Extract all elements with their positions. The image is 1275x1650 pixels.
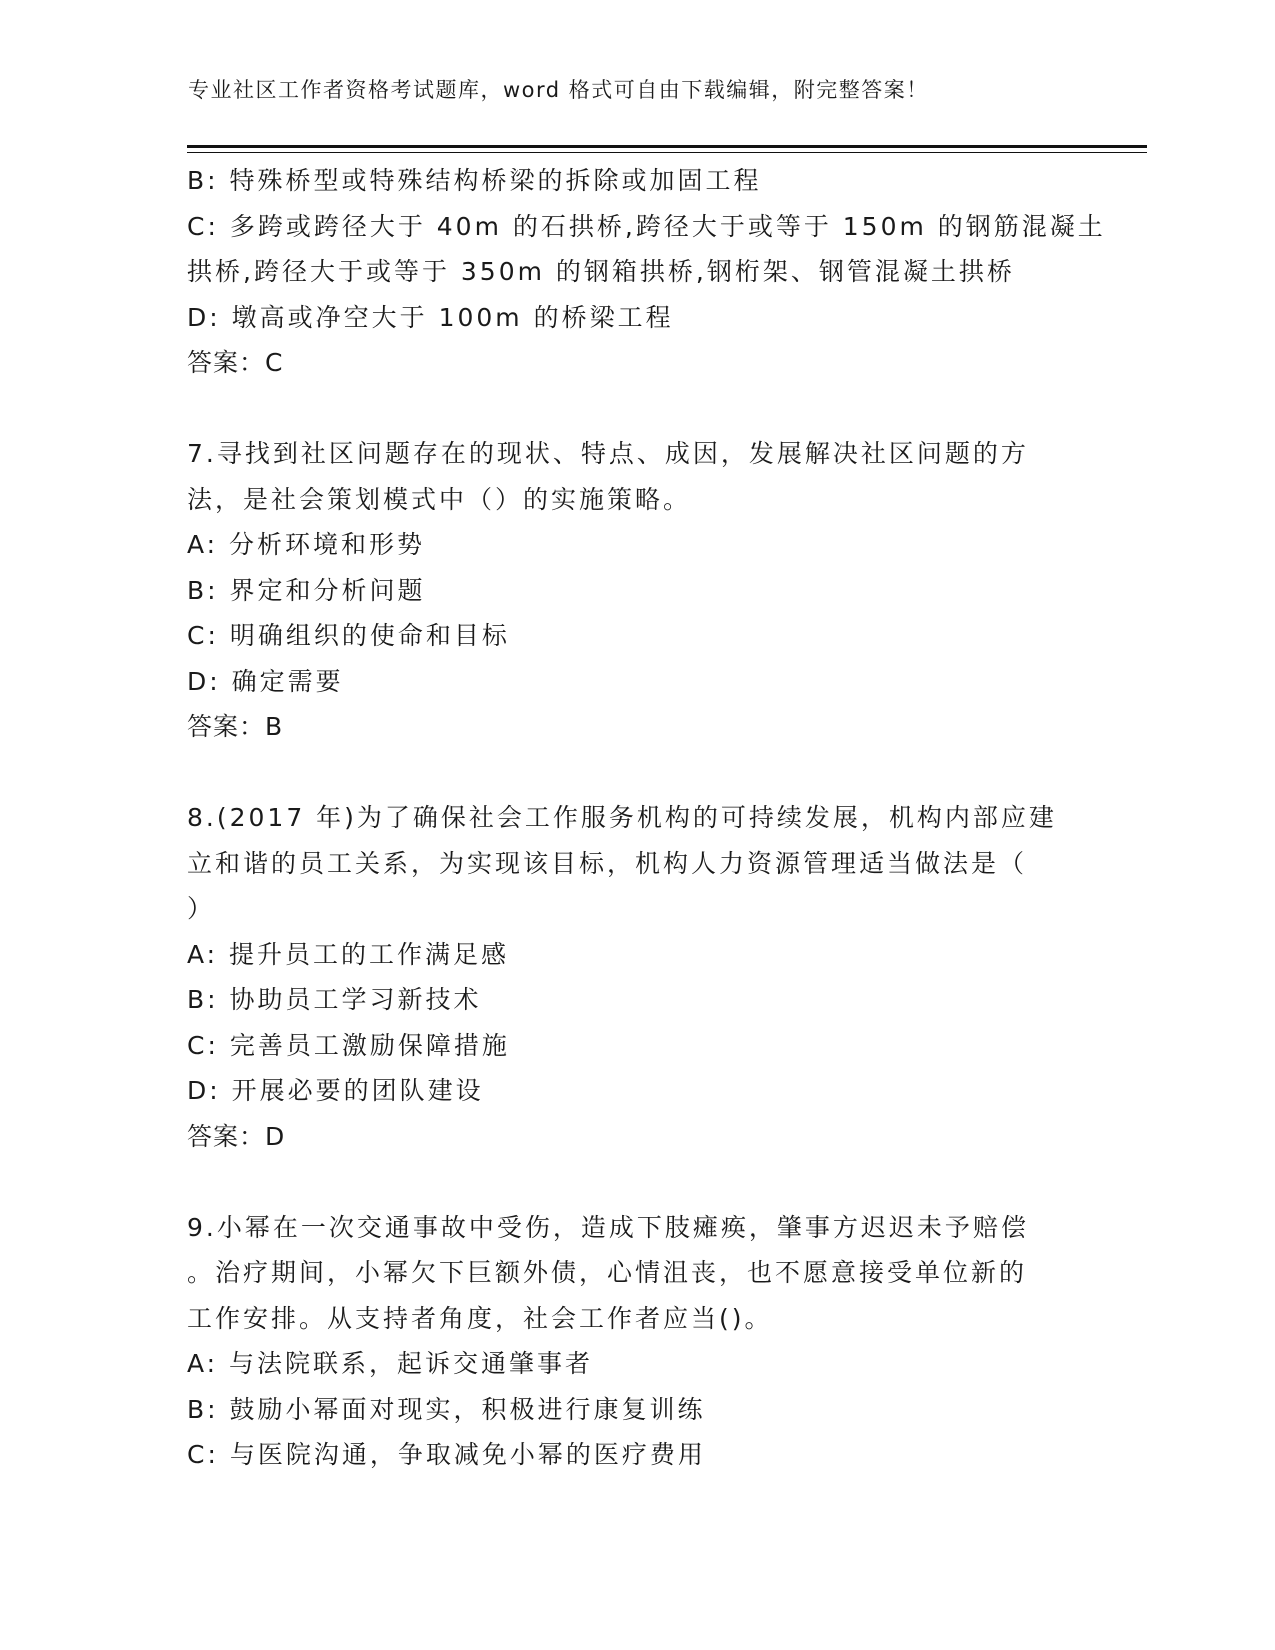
q8-option-a: A: 提升员工的工作满足感 [187, 939, 510, 969]
q7-answer: 答案：B [187, 712, 284, 741]
q7-option-b: B: 界定和分析问题 [187, 575, 426, 605]
q9-option-c: C: 与医院沟通，争取减免小幂的医疗费用 [187, 1440, 706, 1469]
q7-stem-line2: 法，是社会策划模式中（）的实施策略。 [187, 484, 692, 514]
q8-stem-line1: 8.(2017 年)为了确保社会工作服务机构的可持续发展，机构内部应建 [187, 803, 1057, 832]
q9-option-a: A: 与法院联系，起诉交通肇事者 [187, 1349, 594, 1378]
q9-stem-line3: 工作安排。从支持者角度，社会工作者应当()。 [187, 1303, 773, 1333]
q7-stem-line1: 7.寻找到社区问题存在的现状、特点、成因，发展解决社区问题的方 [187, 439, 1029, 468]
q9-option-b: B: 鼓励小幂面对现实，积极进行康复训练 [187, 1394, 706, 1424]
q7-option-a: A: 分析环境和形势 [187, 530, 426, 559]
q9-stem-line1: 9.小幂在一次交通事故中受伤，造成下肢瘫痪，肇事方迟迟未予赔偿 [187, 1212, 1029, 1242]
q8-answer: 答案：D [187, 1121, 286, 1151]
question-content [187, 158, 1106, 1478]
question-gap [187, 386, 1087, 432]
q7-option-c: C: 明确组织的使命和目标 [187, 621, 510, 650]
question-gap [187, 750, 1087, 796]
q7-option-d: D: 确定需要 [187, 666, 344, 696]
q8-stem-line2: 立和谐的员工关系，为实现该目标，机构人力资源管理适当做法是（ [187, 848, 1028, 878]
header-rule-thin [187, 152, 1147, 153]
q9-stem-line2: 。治疗期间，小幂欠下巨额外债，心情沮丧，也不愿意接受单位新的 [187, 1258, 1028, 1287]
q6-answer: 答案：C [187, 348, 284, 377]
q8-option-c: C: 完善员工激励保障措施 [187, 1030, 510, 1060]
header-rule-thick [187, 145, 1147, 148]
question-gap [187, 1159, 1087, 1205]
q6-option-b: B: 特殊桥型或特殊结构桥梁的拆除或加固工程 [187, 166, 762, 195]
q8-option-d: D: 开展必要的团队建设 [187, 1076, 484, 1105]
q6-option-c-line2: 拱桥,跨径大于或等于 350m 的钢箱拱桥,钢桁架、钢管混凝土拱桥 [187, 257, 1015, 286]
q6-option-c-line1: C: 多跨或跨径大于 40m 的石拱桥,跨径大于或等于 150m 的钢筋混凝土 [187, 211, 1106, 241]
page-header: 专业社区工作者资格考试题库，word 格式可自由下载编辑，附完整答案！ [188, 78, 929, 102]
q6-option-d: D: 墩高或净空大于 100m 的桥梁工程 [187, 302, 674, 332]
q8-stem-line3: ） [187, 894, 216, 923]
q8-option-b: B: 协助员工学习新技术 [187, 985, 482, 1014]
